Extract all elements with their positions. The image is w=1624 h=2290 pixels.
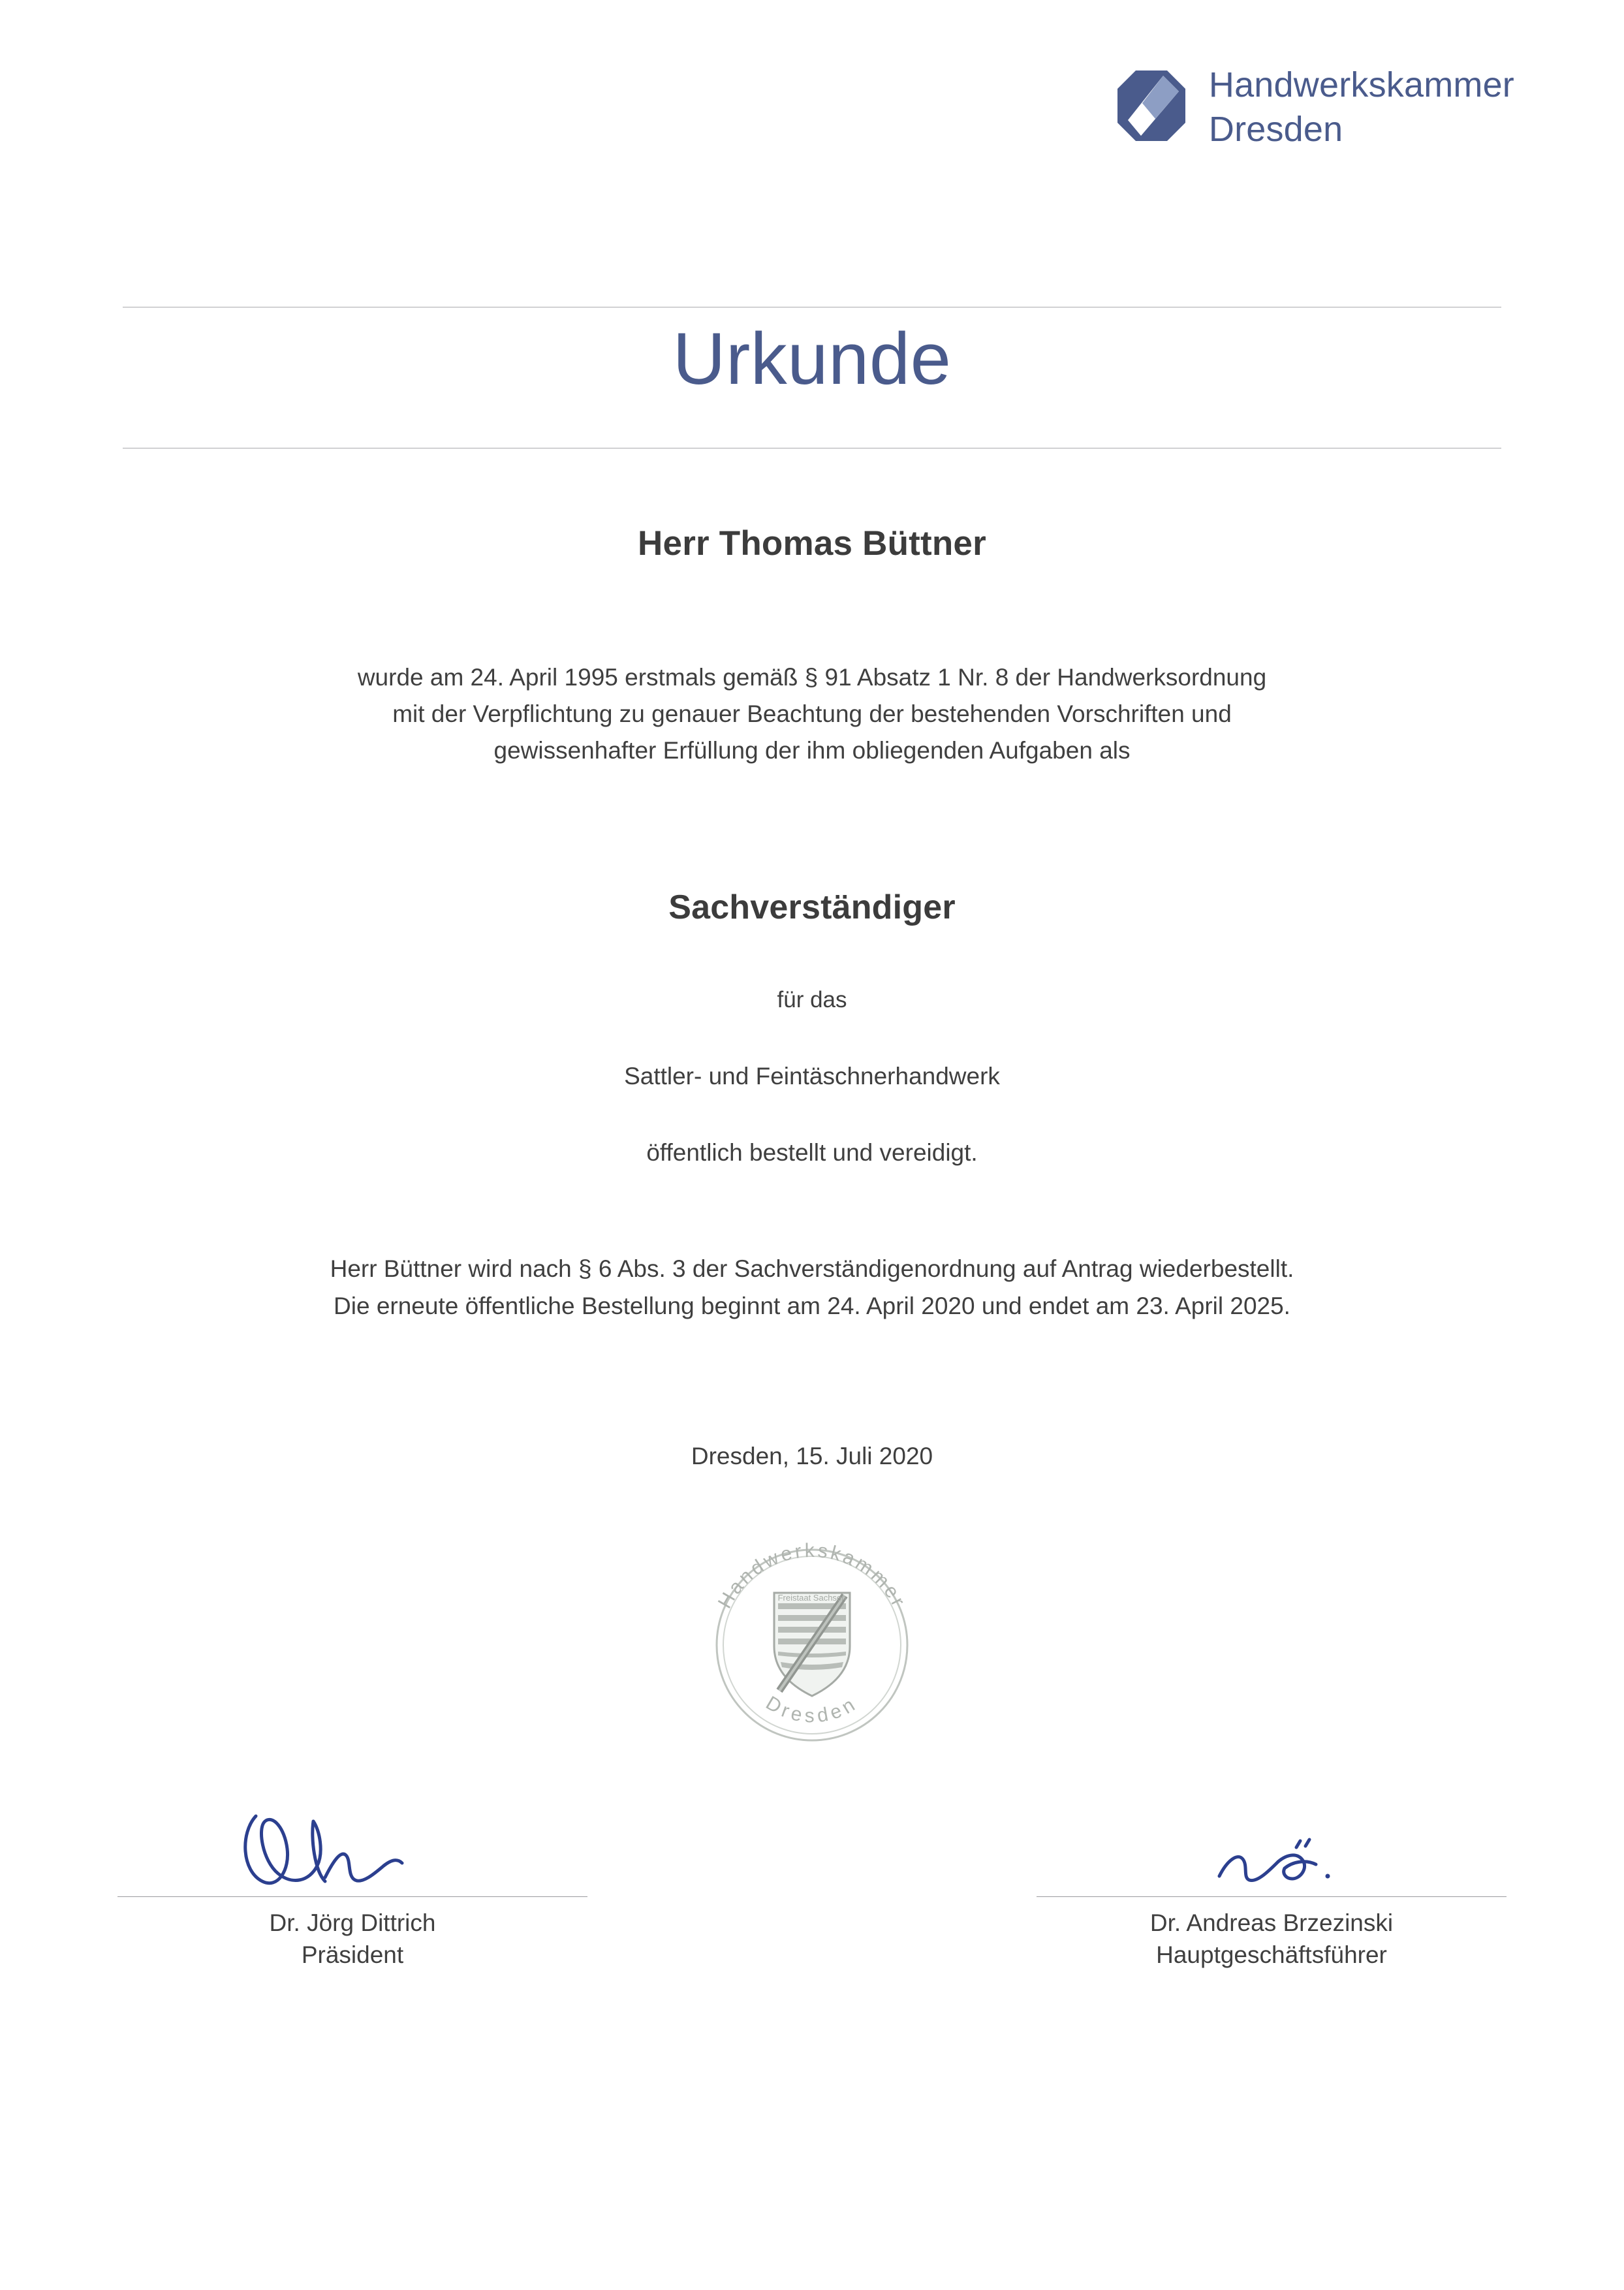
intro-line-3: gewissenhafter Erfüllung der ihm obliegenden Aufgaben als [493, 737, 1131, 764]
org-name-line2: Dresden [1208, 110, 1343, 149]
role-title: Sachverständiger [668, 888, 956, 926]
svg-text:Handwerkskammer: Handwerkskammer [713, 1539, 911, 1612]
org-name-line1: Handwerkskammer [1208, 65, 1514, 104]
signatory-name-president: Dr. Jörg Dittrich [269, 1909, 436, 1936]
signature-mark-president [117, 1789, 587, 1896]
sworn-statement: öffentlich bestellt und vereidigt. [646, 1139, 978, 1166]
renewal-line-1: Herr Büttner wird nach § 6 Abs. 3 der Sachverständigenordnung auf Antrag wiederbestellt. [330, 1255, 1294, 1282]
renewal-line-2: Die erneute öffentliche Bestellung beginnt am 24. April 2020 und endet am 23. April 2025. [334, 1293, 1290, 1320]
svg-text:Freistaat Sachsen: Freistaat Sachsen [777, 1593, 847, 1603]
svg-text:Dresden: Dresden [762, 1692, 862, 1727]
org-name [1209, 63, 1514, 151]
trade-name: Sattler- und Feintäschnerhandwerk [624, 1063, 1000, 1090]
octagon-logo-icon [1116, 69, 1187, 142]
intro-paragraph [196, 659, 1428, 770]
header [1116, 63, 1514, 151]
signature-block-president [117, 1789, 587, 1971]
signatory-name-ceo: Dr. Andreas Brzezinski [1149, 1909, 1394, 1936]
renewal-paragraph [176, 1250, 1448, 1325]
signature-block-ceo [1037, 1789, 1507, 1971]
place-and-date: Dresden, 15. Juli 2020 [691, 1443, 933, 1469]
official-seal-stamp [681, 1528, 943, 1763]
intro-line-2: mit der Verpflichtung zu genauer Beachtung der bestehenden Vorschriften und [392, 700, 1232, 728]
signatory-role-ceo: Hauptgeschäftsführer [1156, 1941, 1387, 1968]
intro-line-1: wurde am 24. April 1995 erstmals gemäß § 91 Absatz 1 Nr. 8 der Handwerksordnung [357, 664, 1267, 691]
fuer-das-label: für das [777, 987, 847, 1012]
recipient-name: Herr Thomas Büttner [638, 524, 986, 563]
page-title: Urkunde [672, 318, 952, 400]
signatory-role-president: Präsident [301, 1941, 404, 1968]
signature-mark-ceo [1037, 1789, 1507, 1896]
